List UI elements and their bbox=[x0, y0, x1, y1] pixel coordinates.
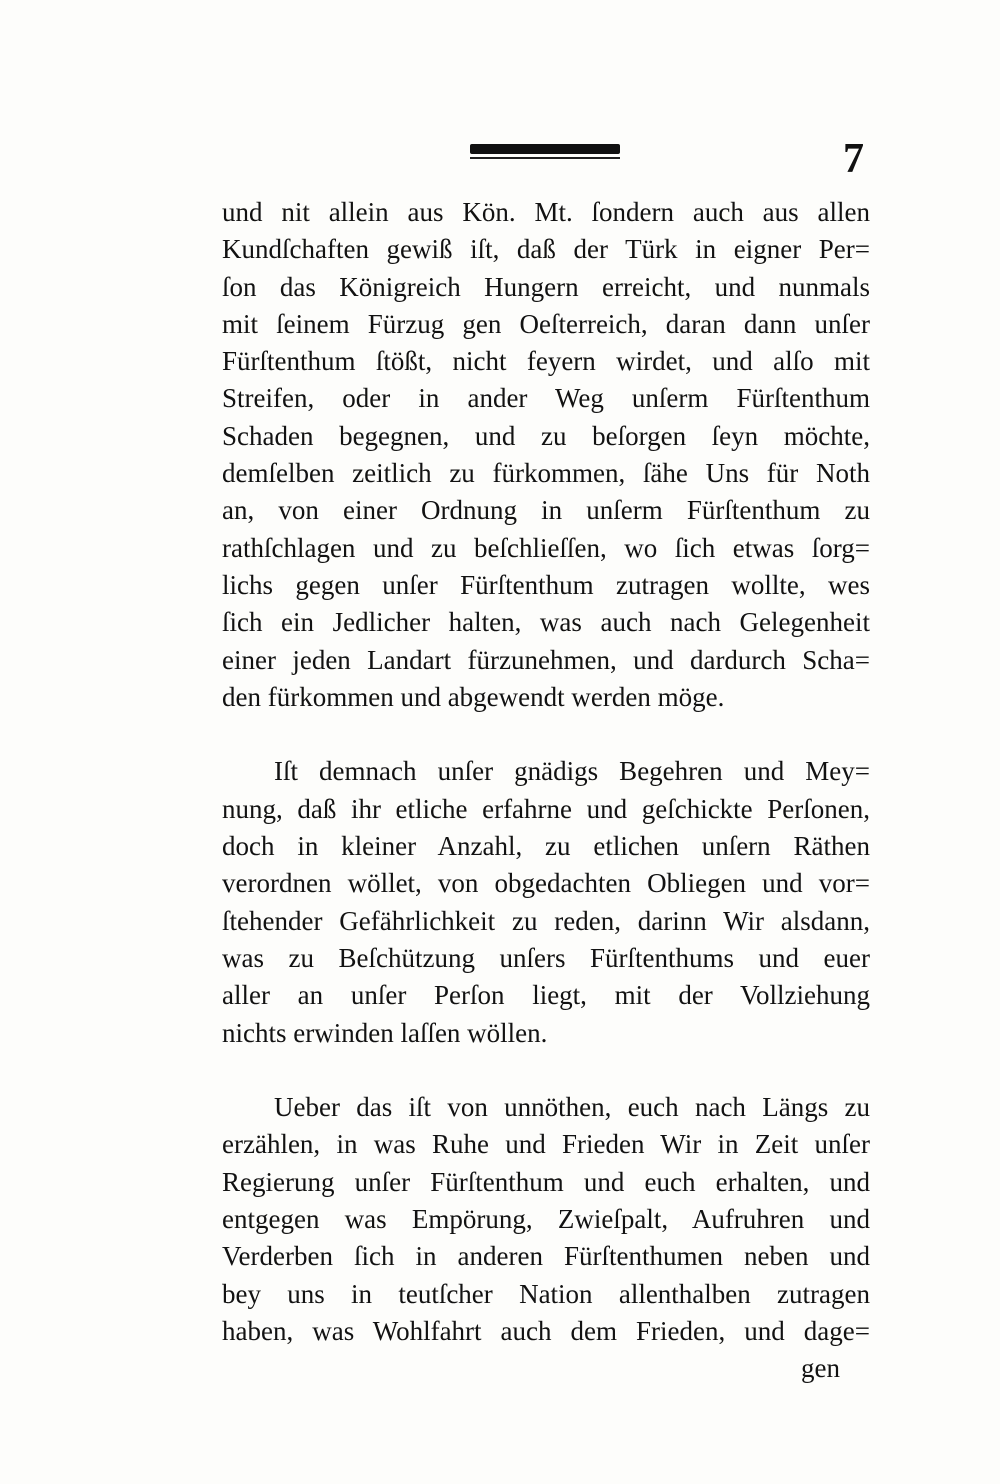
text-line: entgegen was Empörung, Zwieſpalt, Aufruhren und bbox=[222, 1204, 870, 1235]
text-line: Fürſtenthum ſtößt, nicht feyern wirdet, und alſo mit bbox=[222, 346, 870, 377]
text-line: einer jeden Landart fürzunehmen, und dardurch Scha= bbox=[222, 644, 870, 675]
text-line: Kundſchaften gewiß iſt, daß der Türk in eigner Per= bbox=[222, 234, 870, 265]
header-rule-thin bbox=[470, 157, 620, 159]
page-number: 7 bbox=[843, 136, 864, 182]
text-line: den fürkommen und abgewendt werden möge. bbox=[222, 681, 725, 712]
text-line: Streifen, oder in ander Weg unſerm Fürſtenthum bbox=[222, 383, 870, 414]
text-line: ſich ein Jedlicher halten, was auch nach Gelegenheit bbox=[222, 607, 870, 638]
text-line: Iſt demnach unſer gnädigs Begehren und Mey= bbox=[274, 756, 870, 787]
text-line: Regierung unſer Fürſtenthum und euch erhalten, und bbox=[222, 1166, 870, 1197]
text-line: verordnen wöllet, von obgedachten Obliegen und vor= bbox=[222, 868, 870, 899]
paragraph-gap bbox=[222, 716, 870, 753]
text-line: ſtehender Gefährlichkeit zu reden, darinn Wir alsdann, bbox=[222, 905, 870, 936]
text-line: nichts erwinden laſſen wöllen. bbox=[222, 1017, 548, 1048]
paragraph-gap bbox=[222, 1052, 870, 1089]
text-line: bey uns in teutſcher Nation allenthalben zutragen bbox=[222, 1278, 870, 1309]
text-line: mit ſeinem Fürzug gen Oeſterreich, daran dann unſer bbox=[222, 308, 870, 339]
text-line: Ueber das iſt von unnöthen, euch nach Längs zu bbox=[274, 1092, 870, 1123]
text-line: Schaden begegnen, und zu beſorgen ſeyn möchte, bbox=[222, 420, 870, 451]
text-line: ſon das Königreich Hungern erreicht, und nunmals bbox=[222, 271, 870, 302]
text-line: an, von einer Ordnung in unſerm Fürſtenthum zu bbox=[222, 495, 870, 526]
text-line: Verderben ſich in anderen Fürſtenthumen neben und bbox=[222, 1241, 870, 1272]
catchword: gen bbox=[801, 1353, 840, 1384]
text-line: lichs gegen unſer Fürſtenthum zutragen wollte, wes bbox=[222, 569, 870, 600]
body-text bbox=[222, 194, 870, 1388]
text-line: rathſchlagen und zu beſchlieſſen, wo ſich etwas ſorg= bbox=[222, 532, 870, 563]
text-line: erzählen, in was Ruhe und Frieden Wir in Zeit unſer bbox=[222, 1129, 870, 1160]
text-line: aller an unſer Perſon liegt, mit der Vollziehung bbox=[222, 980, 870, 1011]
text-line: demſelben zeitlich zu fürkommen, ſähe Uns für Noth bbox=[222, 458, 870, 489]
text-line: was zu Beſchützung unſers Fürſtenthums und euer bbox=[222, 942, 870, 973]
text-line: doch in kleiner Anzahl, zu etlichen unſern Räthen bbox=[222, 831, 870, 862]
text-line: haben, was Wohlfahrt auch dem Frieden, und dage= bbox=[222, 1315, 870, 1346]
text-line: nung, daß ihr etliche erfahrne und geſchickte Perſonen, bbox=[222, 793, 870, 824]
text-line: und nit allein aus Kön. Mt. ſondern auch aus allen bbox=[222, 197, 870, 227]
header-rule bbox=[470, 144, 620, 154]
